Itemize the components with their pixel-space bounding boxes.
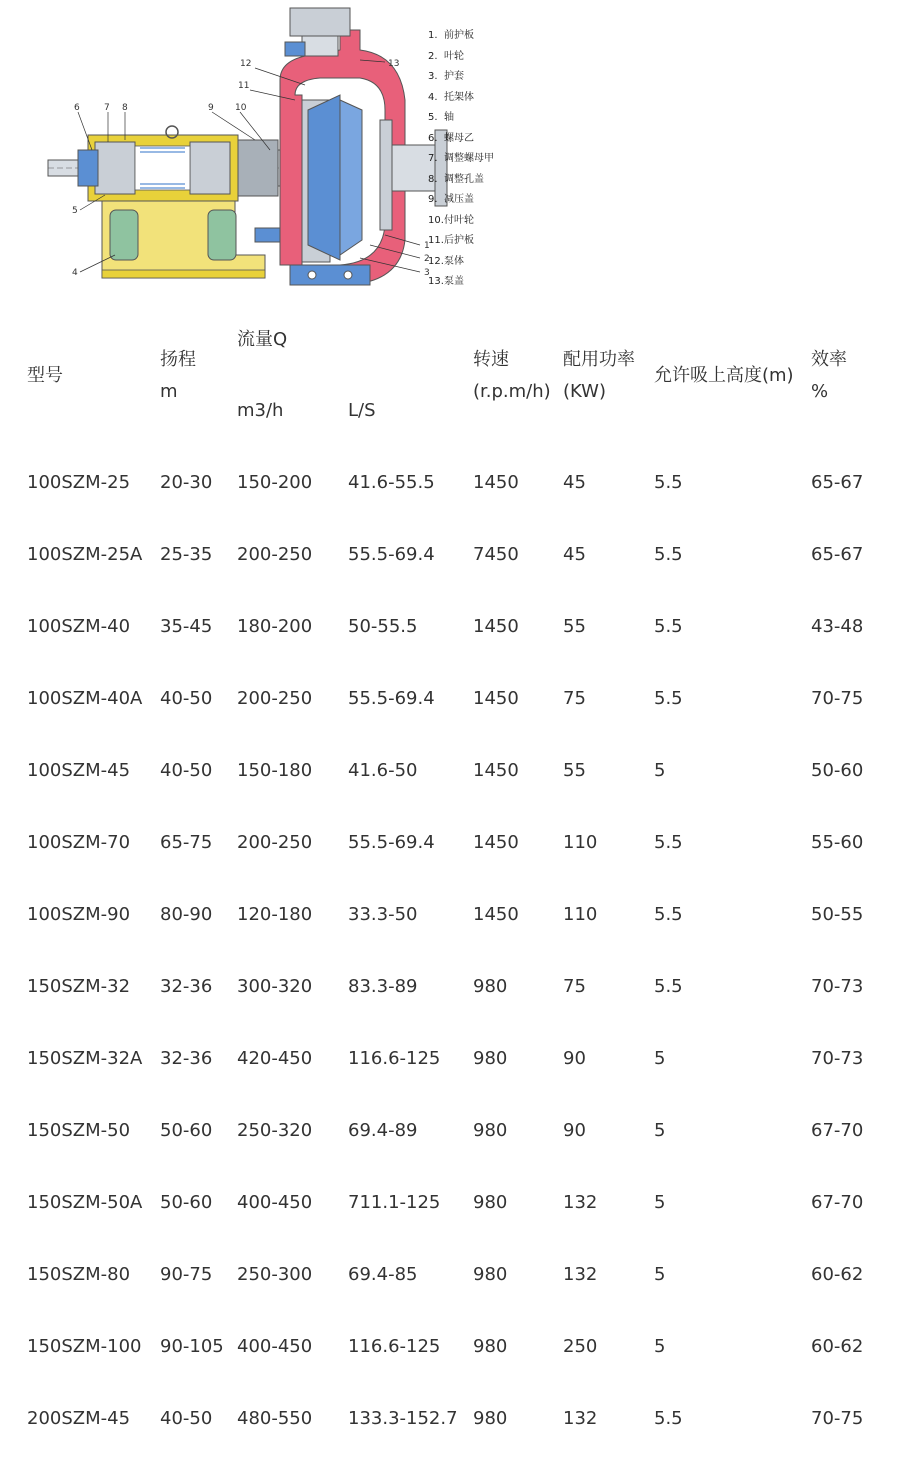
cell-head: 65-75 xyxy=(160,832,213,853)
header-head-unit: m xyxy=(160,381,178,402)
cell-power: 132 xyxy=(563,1408,598,1429)
cell-power: 55 xyxy=(563,616,586,637)
cell-efficiency: 70-75 xyxy=(811,1408,864,1429)
callout-11: 11 xyxy=(238,81,250,91)
legend-item: 1. 前护板 xyxy=(428,30,474,41)
cell-flow-ls: 69.4-89 xyxy=(348,1120,418,1141)
callout-3: 3 xyxy=(424,268,430,278)
cell-model: 100SZM-45 xyxy=(27,760,131,781)
cell-model: 100SZM-70 xyxy=(27,832,131,853)
callout-12: 12 xyxy=(240,59,252,69)
legend-item: 10.付叶轮 xyxy=(428,214,474,226)
cell-head: 20-30 xyxy=(160,472,213,493)
header-flow-m3h: m3/h xyxy=(237,400,284,421)
cell-head: 90-75 xyxy=(160,1264,213,1285)
cell-head: 90-105 xyxy=(160,1336,224,1357)
cell-flow-m3h: 180-200 xyxy=(237,616,313,637)
header-efficiency: 效率 xyxy=(811,349,847,370)
cell-model: 100SZM-25A xyxy=(27,544,143,565)
cell-model: 100SZM-25 xyxy=(27,472,131,493)
coupling xyxy=(78,150,98,186)
cell-flow-ls: 50-55.5 xyxy=(348,616,418,637)
header-flow-ls: L/S xyxy=(348,400,376,421)
cell-efficiency: 65-67 xyxy=(811,472,864,493)
table-row xyxy=(0,463,900,503)
impeller xyxy=(308,95,340,260)
table-row xyxy=(0,967,900,1007)
cell-head: 40-50 xyxy=(160,760,213,781)
callout-6: 6 xyxy=(74,103,80,113)
cell-suction: 5 xyxy=(654,1264,666,1285)
cell-power: 132 xyxy=(563,1264,598,1285)
table-row xyxy=(0,1111,900,1151)
cell-flow-ls: 116.6-125 xyxy=(348,1336,441,1357)
cell-head: 35-45 xyxy=(160,616,213,637)
cell-efficiency: 70-73 xyxy=(811,1048,864,1069)
legend-item: 8. 调整孔盖 xyxy=(428,173,484,185)
cell-power: 75 xyxy=(563,688,586,709)
cell-model: 150SZM-32A xyxy=(27,1048,143,1069)
cell-power: 75 xyxy=(563,976,586,997)
cell-model: 100SZM-90 xyxy=(27,904,131,925)
cell-head: 32-36 xyxy=(160,1048,213,1069)
table-row xyxy=(0,895,900,935)
cell-model: 150SZM-50 xyxy=(27,1120,131,1141)
cell-flow-m3h: 420-450 xyxy=(237,1048,313,1069)
cell-flow-m3h: 120-180 xyxy=(237,904,313,925)
cell-flow-m3h: 200-250 xyxy=(237,832,313,853)
cell-flow-m3h: 300-320 xyxy=(237,976,313,997)
callout-13: 13 xyxy=(388,59,400,69)
cell-flow-m3h: 150-200 xyxy=(237,472,313,493)
cell-suction: 5.5 xyxy=(654,832,683,853)
legend-item: 9. 减压盖 xyxy=(428,194,474,205)
cell-suction: 5 xyxy=(654,760,666,781)
table-row xyxy=(0,1039,900,1079)
cell-model: 150SZM-32 xyxy=(27,976,131,997)
cell-power: 110 xyxy=(563,832,598,853)
cell-efficiency: 55-60 xyxy=(811,832,864,853)
cell-head: 40-50 xyxy=(160,1408,213,1429)
header-power-unit: (KW) xyxy=(563,381,607,402)
cell-flow-ls: 83.3-89 xyxy=(348,976,418,997)
cell-efficiency: 50-55 xyxy=(811,904,864,925)
cell-flow-m3h: 200-250 xyxy=(237,688,313,709)
cell-power: 132 xyxy=(563,1192,598,1213)
legend-item: 7. 调整螺母甲 xyxy=(428,153,494,164)
cell-suction: 5.5 xyxy=(654,472,683,493)
cell-speed: 1450 xyxy=(473,832,519,853)
callout-4: 4 xyxy=(72,268,78,278)
cell-flow-ls: 69.4-85 xyxy=(348,1264,418,1285)
table-row xyxy=(0,1183,900,1223)
cell-head: 80-90 xyxy=(160,904,213,925)
support-right xyxy=(208,210,236,260)
cell-flow-ls: 41.6-50 xyxy=(348,760,418,781)
legend-item: 6. 螺母乙 xyxy=(428,132,474,144)
cell-suction: 5.5 xyxy=(654,904,683,925)
legend-item: 2. 叶轮 xyxy=(428,50,464,62)
cell-speed: 980 xyxy=(473,1264,508,1285)
cell-suction: 5 xyxy=(654,1120,666,1141)
cell-power: 45 xyxy=(563,472,586,493)
seal-box xyxy=(238,140,278,196)
cell-suction: 5 xyxy=(654,1336,666,1357)
cell-model: 150SZM-50A xyxy=(27,1192,143,1213)
table-row xyxy=(0,1399,900,1439)
cell-model: 150SZM-80 xyxy=(27,1264,131,1285)
cell-efficiency: 43-48 xyxy=(811,616,864,637)
cell-head: 32-36 xyxy=(160,976,213,997)
cell-speed: 1450 xyxy=(473,904,519,925)
callout-2: 2 xyxy=(424,254,430,264)
table-row xyxy=(0,607,900,647)
header-speed-unit: (r.p.m/h) xyxy=(473,381,551,402)
cell-suction: 5 xyxy=(654,1048,666,1069)
cell-efficiency: 50-60 xyxy=(811,760,864,781)
cell-efficiency: 67-70 xyxy=(811,1192,864,1213)
cell-speed: 980 xyxy=(473,976,508,997)
cell-head: 50-60 xyxy=(160,1192,213,1213)
legend-item: 3. 护套 xyxy=(428,71,464,82)
cell-head: 25-35 xyxy=(160,544,213,565)
cell-speed: 1450 xyxy=(473,760,519,781)
cell-suction: 5.5 xyxy=(654,688,683,709)
legend-item: 13.泵盖 xyxy=(428,276,464,287)
cell-flow-m3h: 400-450 xyxy=(237,1192,313,1213)
callout-7: 7 xyxy=(104,103,110,113)
cell-flow-m3h: 150-180 xyxy=(237,760,313,781)
cell-model: 200SZM-45 xyxy=(27,1408,131,1429)
bearing-left xyxy=(95,142,135,194)
cell-speed: 1450 xyxy=(473,472,519,493)
cell-efficiency: 67-70 xyxy=(811,1120,864,1141)
cell-head: 50-60 xyxy=(160,1120,213,1141)
cell-power: 90 xyxy=(563,1048,586,1069)
cell-flow-ls: 41.6-55.5 xyxy=(348,472,435,493)
header-model: 型号 xyxy=(27,365,63,386)
header-power: 配用功率 xyxy=(563,349,635,370)
table-row xyxy=(0,823,900,863)
cell-flow-ls: 55.5-69.4 xyxy=(348,688,435,709)
cell-power: 110 xyxy=(563,904,598,925)
header-suction: 允许吸上高度(m) xyxy=(654,365,794,386)
cell-speed: 1450 xyxy=(473,616,519,637)
cell-speed: 980 xyxy=(473,1336,508,1357)
callout-8: 8 xyxy=(122,103,128,113)
table-row xyxy=(0,535,900,575)
cell-model: 100SZM-40A xyxy=(27,688,143,709)
cell-model: 150SZM-100 xyxy=(27,1336,142,1357)
cell-efficiency: 60-62 xyxy=(811,1264,864,1285)
cell-efficiency: 60-62 xyxy=(811,1336,864,1357)
cell-speed: 7450 xyxy=(473,544,519,565)
cell-suction: 5.5 xyxy=(654,544,683,565)
part-legend xyxy=(428,26,568,293)
cell-suction: 5.5 xyxy=(654,616,683,637)
callout-10: 10 xyxy=(235,103,247,113)
cell-flow-ls: 55.5-69.4 xyxy=(348,832,435,853)
cell-speed: 980 xyxy=(473,1048,508,1069)
cell-flow-m3h: 250-300 xyxy=(237,1264,313,1285)
cell-power: 250 xyxy=(563,1336,598,1357)
callout-1: 1 xyxy=(424,241,430,251)
header-speed: 转速 xyxy=(473,349,509,370)
header-head: 扬程 xyxy=(160,349,196,370)
cell-flow-ls: 133.3-152.7 xyxy=(348,1408,458,1429)
cell-power: 55 xyxy=(563,760,586,781)
cell-speed: 980 xyxy=(473,1120,508,1141)
casing-base xyxy=(290,265,370,285)
cell-suction: 5.5 xyxy=(654,976,683,997)
legend-item: 5. 轴 xyxy=(428,112,454,123)
callout-9: 9 xyxy=(208,103,214,113)
legend-item: 11.后护板 xyxy=(428,235,474,246)
cell-flow-m3h: 400-450 xyxy=(237,1336,313,1357)
cell-efficiency: 65-67 xyxy=(811,544,864,565)
bearing-right xyxy=(190,142,230,194)
header-flow: 流量Q xyxy=(237,329,288,350)
cell-speed: 980 xyxy=(473,1408,508,1429)
table-row xyxy=(0,679,900,719)
cell-flow-ls: 711.1-125 xyxy=(348,1192,441,1213)
cell-flow-m3h: 250-320 xyxy=(237,1120,313,1141)
cell-flow-ls: 116.6-125 xyxy=(348,1048,441,1069)
cell-model: 100SZM-40 xyxy=(27,616,131,637)
callout-5: 5 xyxy=(72,206,78,216)
cell-power: 45 xyxy=(563,544,586,565)
cell-flow-m3h: 200-250 xyxy=(237,544,313,565)
cell-efficiency: 70-73 xyxy=(811,976,864,997)
legend-item: 12.泵体 xyxy=(428,255,464,267)
table-row xyxy=(0,751,900,791)
legend-item: 4. 托架体 xyxy=(428,91,474,103)
table-row xyxy=(0,1327,900,1367)
cell-efficiency: 70-75 xyxy=(811,688,864,709)
cell-head: 40-50 xyxy=(160,688,213,709)
cell-flow-m3h: 480-550 xyxy=(237,1408,313,1429)
cell-power: 90 xyxy=(563,1120,586,1141)
cell-suction: 5.5 xyxy=(654,1408,683,1429)
cell-flow-ls: 33.3-50 xyxy=(348,904,418,925)
discharge-flange xyxy=(290,8,350,36)
cell-suction: 5 xyxy=(654,1192,666,1213)
cell-flow-ls: 55.5-69.4 xyxy=(348,544,435,565)
table-row xyxy=(0,1255,900,1295)
header-efficiency-unit: % xyxy=(811,381,829,402)
support-left xyxy=(110,210,138,260)
cell-speed: 980 xyxy=(473,1192,508,1213)
cell-speed: 1450 xyxy=(473,688,519,709)
